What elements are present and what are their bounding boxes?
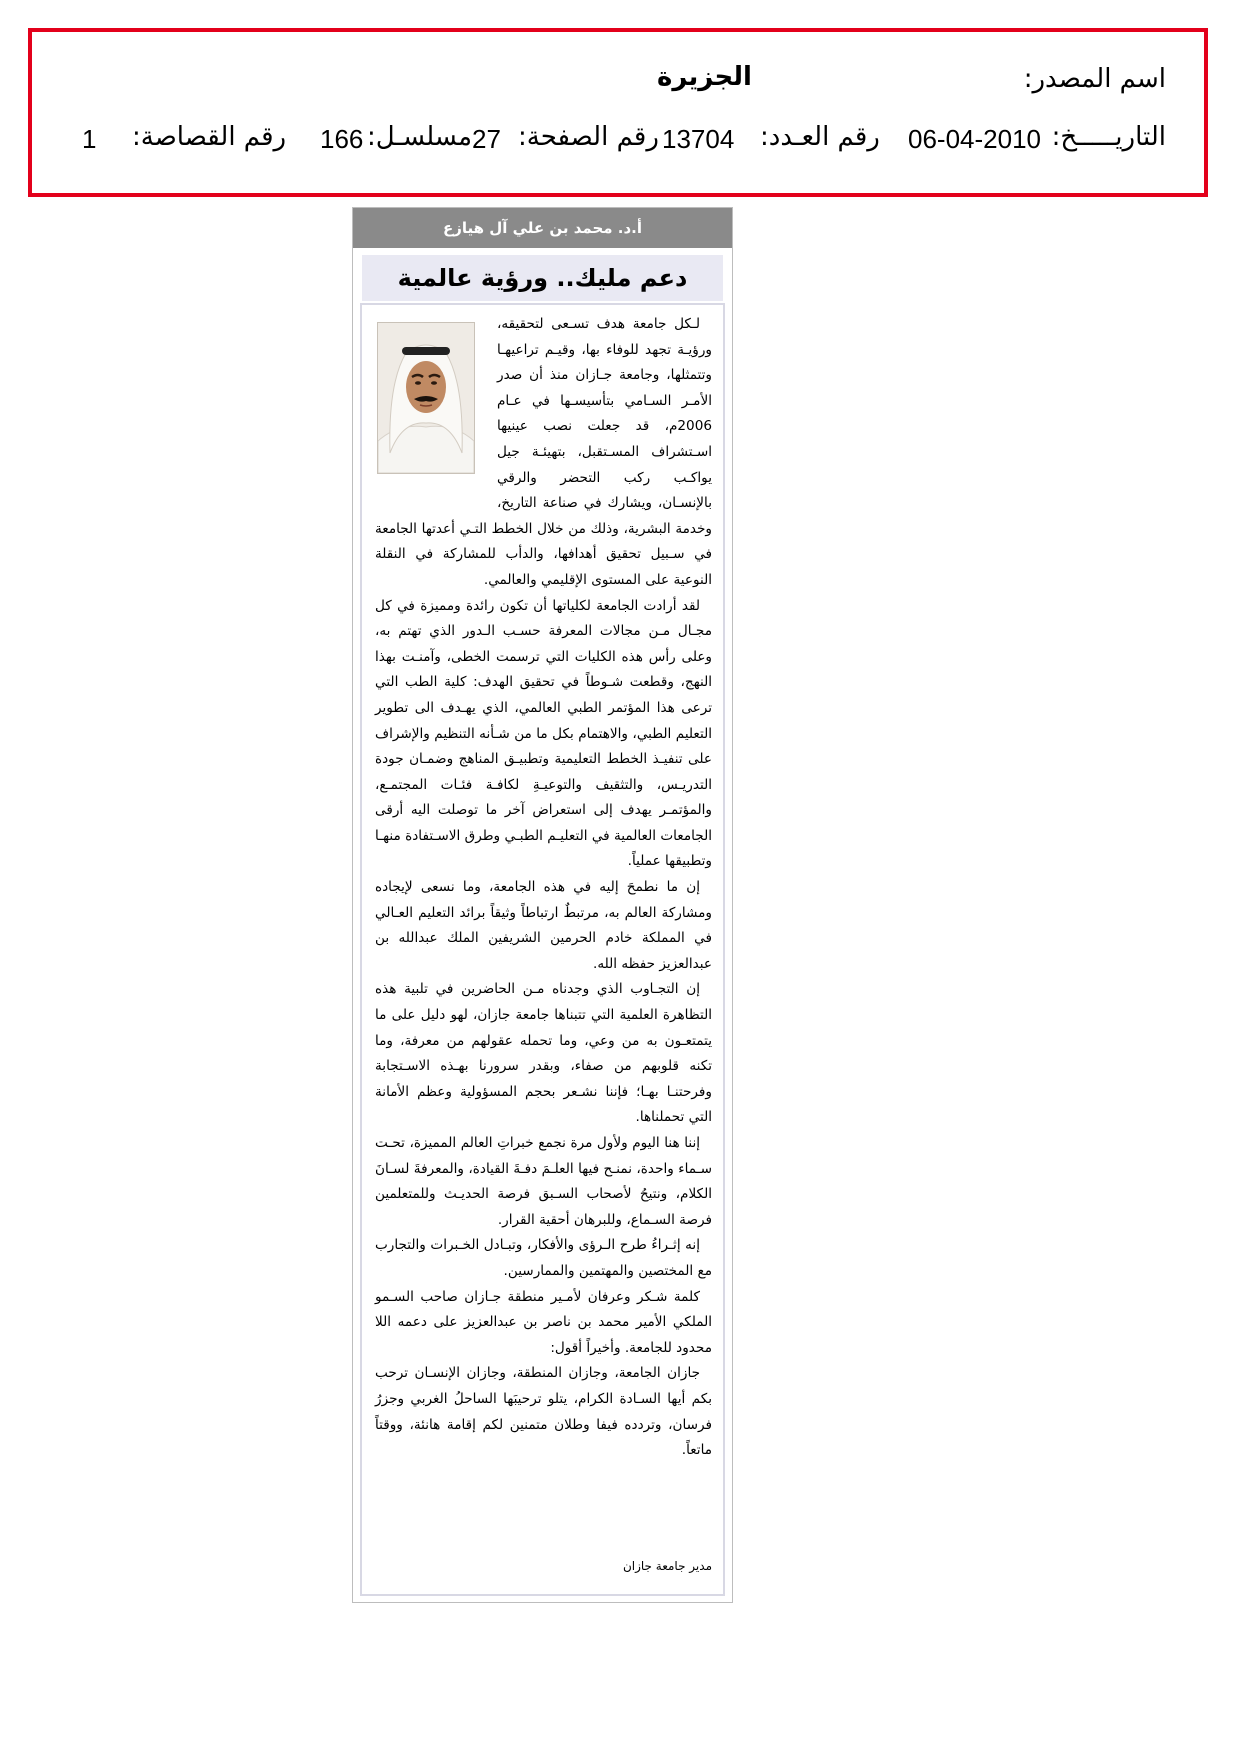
article-paragraph: إن ما نطمحَ إليه في هذه الجامعة، وما نسعى لإيجاده ومشاركة العالم به، مرتبطٌ ارتباطاً وثيقاً برائد التعليم العـالي في المملكة خادم الحرمين الشريفين الملك عبدالله بن عبدالعزيز حفظه الله. bbox=[375, 879, 712, 972]
article-paragraph: لـكل جامعة هدف تسـعى لتحقيقه، ورؤيـة تجهد للوفاء بها، وقيـم تراعيهـا وتتمثلها، وجامعة جـازان منذ أن صدر الأمـر السـامي بتأسيسـها في عـام 2006م، قد جعلت نصب عينيها اسـتشراف المسـتقبل، بتهيئـة جيل يواكـب ركب التحضر والرقي بالإنسـان، ويشارك في صناعة التاريخ، وخدمة البشرية، وذلك من خلال الخطط التـي أعدتها الجامعة في سـبيل تحقيق أهدافها، والدأب للمشاركة في النقلة النوعية على المستوى الإقليمي والعالمي. bbox=[375, 316, 712, 588]
page-label: رقم الصفحة: bbox=[518, 122, 659, 152]
article-body bbox=[375, 312, 712, 1464]
newspaper-clipping bbox=[352, 207, 733, 1603]
serial-value: 166 bbox=[320, 124, 364, 154]
page-value: 27 bbox=[472, 124, 501, 154]
clip-value: 1 bbox=[82, 124, 97, 154]
article-paragraph: إننا هنا اليوم ولأول مرة نجمع خبراتِ العالم المميزة، تحـت سـماء واحدة، نمنـح فيها العلـمَ دفـةَ القيادة، والمعرفةَ لسـانَ الكلام، ونتيحُ لأصحاب السـبق فرصة الحديـث وللمتعلمين فرصة السـماع، وللبرهان أحقية القرار. bbox=[375, 1135, 712, 1228]
photo-spacer bbox=[375, 312, 497, 508]
source-info-box bbox=[28, 28, 1208, 197]
article-paragraph: لقد أرادت الجامعة لكلياتها أن تكون رائدة ومميزة في كل مجـال مـن مجالات المعرفة حسـب الـدور الذي تهتم به، وعلى رأس هذه الكليات التي ترسمت الخطى، وآمنـت بهذا النهج، وقطعت شـوطاً في تحقيق الهدف: كلية الطب التي ترعى هذا المؤتمر الطبي العالمي، الذي يهـدف الى تطوير التعليم الطبي، والاهتمام بكل ما من شـأنه التنظيم والإشراف على تنفيـذ الخطط التعليمية وتطبيـق المناهج وضمـان جودة التدريـس، والتثقيف والتوعيـةِ لكافـة فئـات المجتمـع، والمؤتمـر يهدف إلى استعراض آخر ما توصلت اليه أرقى الجامعات العالمية في التعليـم الطبـي وطرق الاسـتفادة منهـا وتطبيقها عملياً. bbox=[375, 597, 712, 870]
issue-value: 13704 bbox=[662, 124, 735, 154]
date-value: 06-04-2010 bbox=[908, 124, 1041, 154]
issue-label: رقم العـدد: bbox=[760, 122, 880, 152]
article-paragraph: إنه إثـراءُ طرح الـرؤى والأفكار، وتبـادل الخـبرات والتجارب مع المختصين والمهتمين والممارسين. bbox=[375, 1237, 712, 1279]
article-paragraph: إن التجـاوب الذي وجدناه مـن الحاضرين في تلبية هذه التظاهرة العلمية التي تتبناها جامعة جازان، لهو دليل على ما يتمتعـون به من وعي، وما تحمله عقولهم من معرفة، وما تكنه قلوبهم من صفاء، وبقدر سرورنا بهـذه الاسـتجابة وفرحتنـا بهـا؛ فإننا نشـعر بحجم المسؤولية وعظم الأمانة التي تحملناها. bbox=[375, 981, 712, 1126]
source-value: الجزيرة bbox=[657, 62, 752, 92]
article-paragraph: جازان الجامعة، وجازان المنطقة، وجازان الإنسـان ترحب بكم أيها السـادة الكرام، يتلو ترحيبَها الساحلُ الغربي وجزرُ فرسان، وتردده فيفا وطلان متمنين لكم إقامة هانئة، ووقتاً ماتعاً. bbox=[375, 1365, 712, 1459]
article-paragraph: كلمة شـكر وعرفان لأمـير منطقة جـازان صاحب السـمو الملكي الأمير محمد بن ناصر بن عبدالعزيز على دعمه اللا محدود للجامعة. وأخيراً أقول: bbox=[375, 1288, 712, 1356]
source-label: اسم المصدر: bbox=[1023, 64, 1166, 94]
date-label: التاريـــــخ: bbox=[1051, 122, 1166, 152]
author-signature: مدير جامعة جازان bbox=[622, 1559, 712, 1573]
author-name: أ.د. محمد بن علي آل هيازع bbox=[353, 208, 732, 248]
article-title: دعم مليك.. ورؤية عالمية bbox=[362, 255, 723, 301]
serial-label: مسلسـل: bbox=[367, 122, 472, 152]
clip-label: رقم القصاصة: bbox=[132, 122, 287, 152]
